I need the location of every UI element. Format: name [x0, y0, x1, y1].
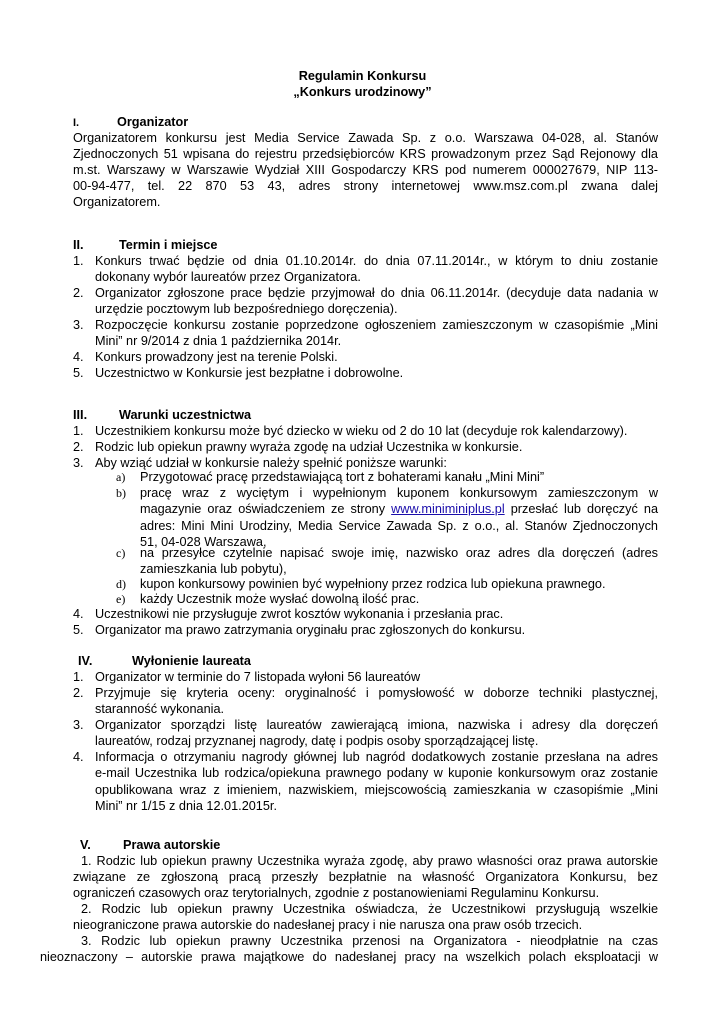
list-text: Organizator sporządzi listę laureatów zawierającą imiona, nazwiska i adresy dla doręczeń — [95, 718, 658, 732]
list-text: Uczestnictwo w Konkursie jest bezpłatne i dobrowolne. — [95, 366, 404, 380]
list-number: 2. — [73, 686, 84, 700]
list-number: 1. — [73, 254, 84, 268]
section-title: Prawa autorskie — [123, 838, 221, 852]
list-number: 2. — [73, 440, 84, 454]
sub-list-letter: d) — [116, 577, 126, 591]
sub-list-text: na przesyłce czytelnie napisać swoje imię, nazwisko oraz adres dla doręczeń (adres — [140, 546, 658, 560]
list-item — [73, 749, 658, 815]
list-item — [73, 685, 658, 718]
list-item — [73, 439, 658, 455]
list-text: Aby wziąć udział w konkursie należy spełnić poniższe warunki: — [95, 456, 447, 470]
sub-list-text: pracę wraz z wyciętym i wypełnionym kuponem konkursowym zamieszczonym w — [140, 486, 658, 500]
list-text: dokonany wybór laureatów przez Organizatora. — [95, 270, 361, 285]
list-text: Rodzic lub opiekun prawny wyraża zgodę na udział Uczestnika w konkursie. — [95, 440, 523, 454]
sub-list-text: każdy Uczestnik może wysłać dowolną ilość prac. — [140, 592, 420, 606]
sub-list-text — [140, 501, 658, 517]
sub-list-text: Przygotować pracę przedstawiającą tort z bohaterami kanału „Mini Mini” — [140, 470, 545, 484]
list-text: opublikowana wraz z imieniem, nazwiskiem, miejscowością zamieszkania w czasopiśmie „Mini — [95, 782, 658, 797]
list-number: 3. — [73, 456, 84, 470]
section-title: Wyłonienie laureata — [132, 654, 251, 668]
section-number: V. — [80, 838, 91, 852]
paragraph-line: 2. Rodzic lub opiekun prawny Uczestnika oświadcza, że Uczestnikowi przysługują wszelkie — [81, 902, 658, 916]
section-number: I. — [73, 117, 80, 129]
document-title: Regulamin Konkursu — [298, 69, 427, 83]
list-number: 3. — [73, 718, 84, 732]
list-text: Informacja o otrzymaniu nagrody głównej lub nagród dodatkowych zostanie przesłana na adres — [95, 750, 658, 764]
list-text: Organizator zgłoszone prace będzie przyjmował do dnia 06.11.2014r. (decyduje data nadania w — [95, 286, 658, 300]
section-number: III. — [73, 408, 88, 422]
section-1-line: m.st. Warszawy w Warszawie Wydział XIII Gospodarczy KRS pod numerem 000027679, NIP 113- — [73, 163, 658, 177]
sub-list-text: 51, 04-028 Warszawa, — [140, 535, 267, 550]
list-item — [73, 622, 658, 638]
list-text: urzędzie pocztowym lub bezpośredniego doręczenia). — [95, 302, 398, 317]
list-item — [73, 717, 658, 750]
sub-list-item — [116, 545, 658, 578]
list-text: Mini” nr 9/2014 z dnia 1 października 2014r. — [95, 334, 342, 349]
website-link[interactable]: www.miniminiplus.pl — [391, 502, 505, 517]
sub-list-text: przesłać lub doręczyć na — [504, 502, 659, 517]
paragraph-line: 1. Rodzic lub opiekun prawny Uczestnika wyraża zgodę, aby prawo własności oraz prawa autorskie — [81, 854, 658, 868]
list-item — [73, 423, 658, 439]
sub-list-text: kupon konkursowy powinien być wypełniony przez rodzica lub opiekuna prawnego. — [140, 577, 606, 591]
sub-list-letter: c) — [116, 546, 126, 560]
list-text: e-mail Uczestnika lub rodzica/opiekuna prawnego podany w kuponie konkursowym oraz zostanie — [95, 766, 658, 781]
paragraph — [73, 853, 658, 869]
list-number: 2. — [73, 286, 84, 300]
sub-list-item — [116, 469, 658, 485]
section-5-heading — [80, 837, 220, 853]
section-2-heading — [73, 237, 218, 253]
section-1-line: Organizatorem konkursu jest Media Service Zawada Sp. z o.o. Warszawa 04-028, al. Stanów — [73, 131, 658, 145]
list-text: Organizator ma prawo zatrzymania oryginału prac zgłoszonych do konkursu. — [95, 623, 526, 637]
paragraph-line: związane ze zgłoszoną pracą przeszły bezpłatnie na własność Organizatora Konkursu, bez — [73, 870, 658, 884]
sub-list-item — [116, 576, 658, 592]
list-number: 4. — [73, 750, 84, 764]
list-text: staranność wykonania. — [95, 702, 225, 717]
sub-list-item — [116, 485, 658, 551]
list-item — [73, 606, 658, 622]
list-text: Mini” nr 1/15 z dnia 12.01.2015r. — [95, 799, 277, 814]
section-4-heading — [78, 653, 251, 669]
section-title: Organizator — [117, 115, 189, 129]
list-number: 4. — [73, 350, 84, 364]
sub-list-letter: a) — [116, 470, 126, 484]
list-item — [73, 669, 658, 685]
list-item — [73, 349, 658, 365]
section-number: IV. — [78, 654, 93, 668]
list-text: laureatów, rodzaj przyznanej nagrody, datę i podpis osoby sporządzającej listę. — [95, 734, 539, 749]
list-text: Przyjmuje się kryteria oceny: oryginalność i pomysłowość w doborze techniki plastycznej, — [95, 686, 658, 700]
list-text: Uczestnikiem konkursu może być dziecko w wieku od 2 do 10 lat (decyduje rok kalendarzowy). — [95, 424, 628, 438]
paragraph-line: ograniczeń czasowych oraz terytorialnych, zgodnie z postanowieniami Regulaminu Konkursu. — [73, 886, 600, 900]
sub-list-text: magazynie oraz oświadczeniem ze strony — [140, 502, 392, 517]
list-text: Konkurs trwać będzie od dnia 01.10.2014r. do dnia 07.11.2014r., w którym to dniu zostanie — [95, 254, 658, 268]
section-title: Warunki uczestnictwa — [119, 408, 252, 422]
paragraph-line: nieograniczone prawa autorskie do nadesłanej pracy i nie narusza ona praw osób trzecich. — [73, 918, 583, 932]
paragraph-line: 3. Rodzic lub opiekun prawny Uczestnika przenosi na Organizatora - nieodpłatnie na czas — [81, 934, 658, 948]
list-number: 1. — [73, 670, 84, 684]
section-3-heading — [73, 407, 251, 423]
list-item — [73, 253, 658, 286]
list-text: Uczestnikowi nie przysługuje zwrot kosztów wykonania i przesłania prac. — [95, 607, 504, 621]
section-number: II. — [73, 238, 84, 252]
paragraph-line: nieoznaczony – autorskie prawa majątkowe do nadesłanej pracy na wszelkich polach eksploatacji w — [40, 950, 658, 964]
section-1-line: 00-94-477, tel. 22 870 53 43, adres strony internetowej www.msz.com.pl zwana dalej — [73, 179, 658, 193]
list-number: 4. — [73, 607, 84, 621]
list-text: Rozpoczęcie konkursu zostanie poprzedzone ogłoszeniem zamieszczonym w czasopiśmie „Mini — [95, 318, 658, 332]
list-number: 3. — [73, 318, 84, 332]
list-text: Konkurs prowadzony jest na terenie Polski. — [95, 350, 338, 364]
section-title: Termin i miejsce — [119, 238, 218, 252]
list-item — [73, 365, 658, 381]
list-item — [73, 285, 658, 318]
list-item — [73, 317, 658, 350]
section-1-line: Organizatorem. — [73, 195, 161, 209]
list-number: 5. — [73, 366, 84, 380]
sub-list-text: adres: Mini Mini Urodziny, Media Service Zawada Sp. z o.o., al. Stanów Zjednoczonych — [140, 518, 658, 533]
sub-list-item — [116, 591, 658, 607]
document-subtitle: „Konkurs urodzinowy” — [293, 85, 432, 99]
list-number: 5. — [73, 623, 84, 637]
section-1-heading — [73, 114, 188, 131]
section-1-line: Zjednoczonych 51 wpisana do rejestru przedsiębiorców KRS prowadzonym przez Sąd Rejonowy dla — [73, 147, 658, 161]
paragraph — [73, 901, 658, 917]
sub-list-letter: b) — [116, 486, 126, 500]
paragraph — [73, 933, 658, 949]
sub-list-text: zamieszkania lub pobytu), — [140, 562, 287, 577]
list-number: 1. — [73, 424, 84, 438]
sub-list-letter: e) — [116, 592, 126, 606]
list-text: Organizator w terminie do 7 listopada wyłoni 56 laureatów — [95, 670, 421, 684]
